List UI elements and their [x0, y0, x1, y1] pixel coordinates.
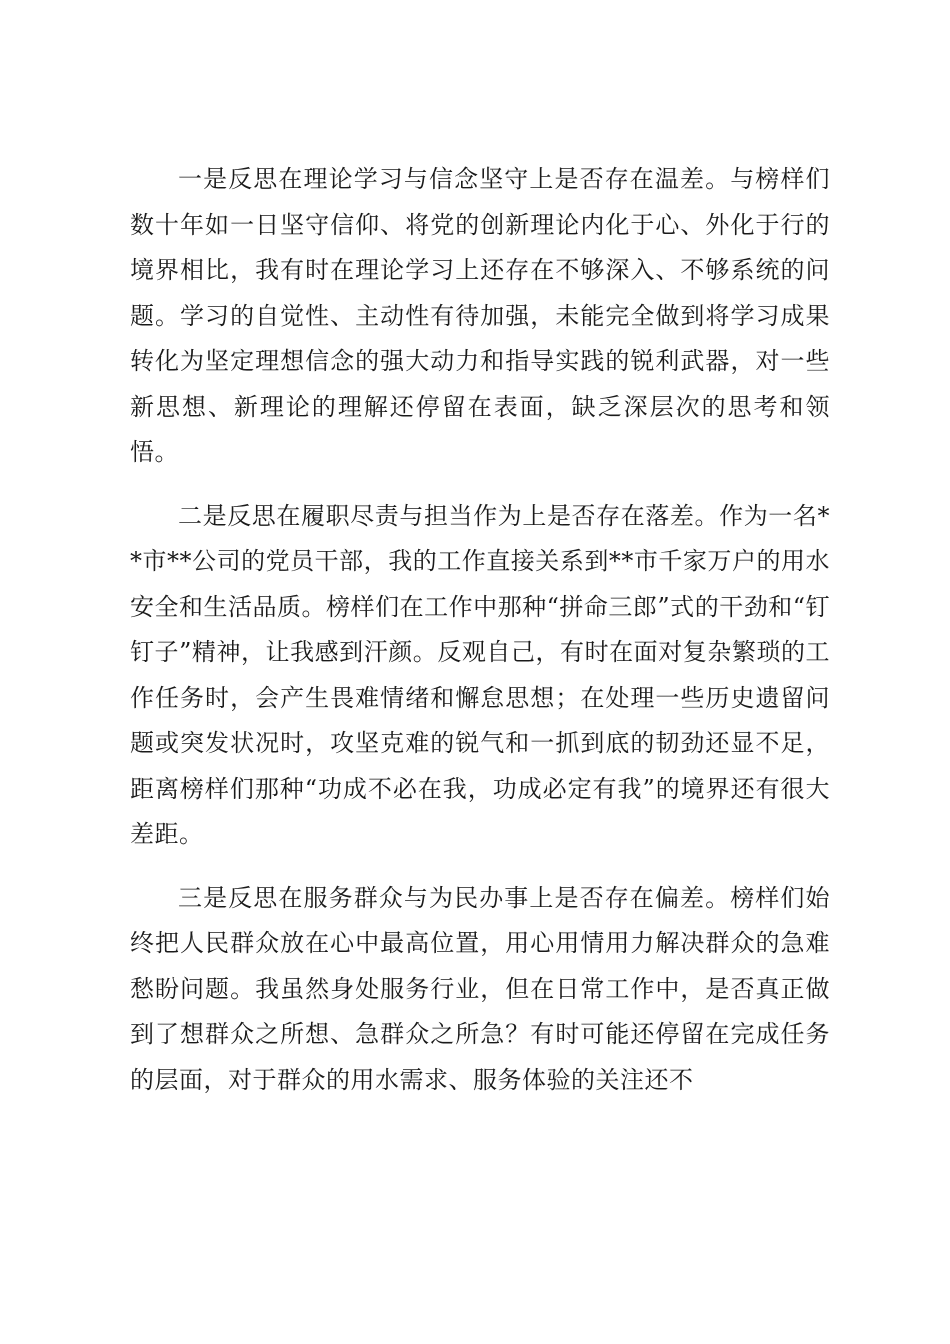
- document-page: [130, 157, 830, 1103]
- paragraph-theory-study: 一是反思在理论学习与信念坚守上是否存在温差。与榜样们数十年如一日坚守信仰、将党的创新理论内化于心、外化于行的境界相比，我有时在理论学习上还存在不够深入、不够系统的问题。学习的自觉性、主动性有待加强，未能完全做到将学习成果转化为坚定理想信念的强大动力和指导实践的锐利武器，对一些新思想、新理论的理解还停留在表面，缺乏深层次的思考和领悟。: [130, 165, 830, 466]
- paragraph-duty-responsibility: 二是反思在履职尽责与担当作为上是否存在落差。作为一名**市**公司的党员干部，我的工作直接关系到**市千家万户的用水安全和生活品质。榜样们在工作中那种“拼命三郎”式的干劲和“钉钉子”精神，让我感到汗颜。反观自己，有时在面对复杂繁琐的工作任务时，会产生畏难情绪和懈怠思想；在处理一些历史遗留问题或突发状况时，攻坚克难的锐气和一抓到底的韧劲还显不足，距离榜样们那种“功成不必在我，功成必定有我”的境界还有很大差距。: [130, 501, 830, 848]
- paragraph-serving-masses: 三是反思在服务群众与为民办事上是否存在偏差。榜样们始终把人民群众放在心中最高位置，用心用情用力解决群众的急难愁盼问题。我虽然身处服务行业，但在日常工作中，是否真正做到了想群众之所想、急群众之所急？有时可能还停留在完成任务的层面，对于群众的用水需求、服务体验的关注还不: [130, 883, 830, 1094]
